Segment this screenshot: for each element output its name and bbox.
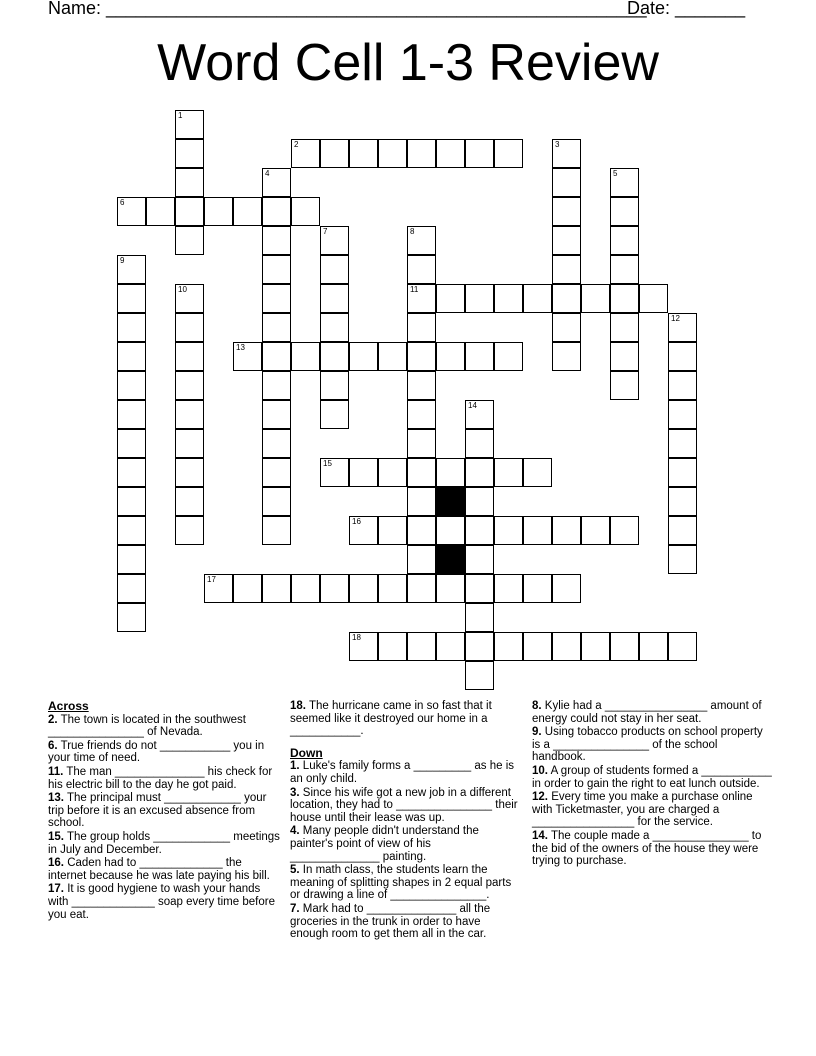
crossword-cell[interactable] — [552, 197, 581, 226]
crossword-cell[interactable] — [320, 342, 349, 371]
crossword-cell[interactable] — [320, 226, 349, 255]
cell-number: 16 — [352, 517, 361, 526]
crossword-cell[interactable] — [581, 284, 610, 313]
across-clue — [48, 740, 280, 765]
across-clue — [48, 857, 280, 882]
crossword-cell[interactable] — [494, 284, 523, 313]
crossword-cell[interactable] — [436, 574, 465, 603]
crossword-cell[interactable] — [378, 342, 407, 371]
crossword-cell[interactable] — [552, 226, 581, 255]
crossword-cell[interactable] — [494, 458, 523, 487]
clues-column-2 — [290, 700, 520, 942]
cell-number: 2 — [294, 140, 299, 149]
crossword-cell[interactable] — [175, 313, 204, 342]
across-heading: Across — [48, 699, 89, 713]
crossword-cell[interactable] — [523, 458, 552, 487]
crossword-cell[interactable] — [349, 574, 378, 603]
across-clue — [48, 792, 280, 830]
cell-number: 9 — [120, 256, 125, 265]
crossword-cell[interactable] — [494, 342, 523, 371]
crossword-cell[interactable] — [610, 516, 639, 545]
crossword-cell[interactable] — [291, 139, 320, 168]
crossword-cell[interactable] — [175, 400, 204, 429]
crossword-cell[interactable] — [117, 342, 146, 371]
crossword-cell[interactable] — [552, 632, 581, 661]
crossword-cell[interactable] — [349, 342, 378, 371]
clue-number: 12. — [532, 791, 548, 804]
crossword-cell[interactable] — [668, 313, 697, 342]
crossword-cell[interactable] — [349, 632, 378, 661]
clue-number: 9. — [532, 726, 542, 739]
clue-text: Caden had to _____________ the internet because he was late paying his bill. — [48, 857, 270, 882]
down-clue — [290, 864, 520, 902]
crossword-cell[interactable] — [320, 400, 349, 429]
down-heading: Down — [290, 745, 323, 760]
crossword-cell[interactable] — [436, 342, 465, 371]
crossword-cell[interactable] — [117, 516, 146, 545]
crossword-cell[interactable] — [465, 400, 494, 429]
crossword-cell[interactable] — [407, 574, 436, 603]
crossword-cell[interactable] — [610, 632, 639, 661]
crossword-cell[interactable] — [175, 371, 204, 400]
crossword-cell[interactable] — [668, 429, 697, 458]
crossword-cell[interactable] — [117, 197, 146, 226]
clue-number: 16. — [48, 857, 64, 870]
crossword-cell[interactable] — [668, 516, 697, 545]
crossword-cell[interactable] — [320, 574, 349, 603]
crossword-cell[interactable] — [291, 574, 320, 603]
crossword-cell[interactable] — [320, 371, 349, 400]
crossword-cell[interactable] — [117, 574, 146, 603]
crossword-cell[interactable] — [378, 458, 407, 487]
crossword-cell[interactable] — [378, 516, 407, 545]
cell-number: 12 — [671, 314, 680, 323]
crossword-cell[interactable] — [117, 371, 146, 400]
crossword-cell[interactable] — [175, 168, 204, 197]
clue-text: The hurricane came in so fast that it seemed like it destroyed our home in a ___________. — [290, 700, 492, 738]
crossword-cell[interactable] — [465, 487, 494, 516]
crossword-cell[interactable] — [436, 284, 465, 313]
crossword-cell[interactable] — [407, 371, 436, 400]
clue-text: Mark had to ______________ all the groceries in the trunk in order to have enough room to get them all in the car. — [290, 902, 491, 941]
crossword-cell[interactable] — [465, 342, 494, 371]
across-clue — [290, 700, 520, 738]
crossword-cell[interactable] — [668, 487, 697, 516]
clue-text: Using tobacco products on school property is a _______________ of the school handbook. — [532, 726, 763, 764]
name-field-line: Name: ______________________________________________________ — [48, 0, 647, 18]
crossword-cell[interactable] — [436, 516, 465, 545]
crossword-cell[interactable] — [117, 603, 146, 632]
clue-number: 2. — [48, 713, 58, 726]
crossword-cell[interactable] — [465, 661, 494, 690]
crossword-cell[interactable] — [610, 197, 639, 226]
crossword-cell[interactable] — [175, 342, 204, 371]
clue-number: 18. — [290, 700, 306, 712]
crossword-cell[interactable] — [262, 226, 291, 255]
crossword-cell[interactable] — [552, 516, 581, 545]
clue-number: 1. — [290, 760, 300, 773]
crossword-cell[interactable] — [610, 255, 639, 284]
crossword-cell[interactable] — [610, 371, 639, 400]
crossword-cell[interactable] — [320, 139, 349, 168]
crossword-cell[interactable] — [262, 284, 291, 313]
crossword-cell[interactable] — [146, 197, 175, 226]
clue-text: Many people didn't understand the painter's point of view of his ______________ painting. — [290, 825, 479, 863]
crossword-cell[interactable] — [291, 342, 320, 371]
crossword-cell[interactable] — [291, 197, 320, 226]
clue-text: A group of students formed a ___________ in order to gain the right to eat lunch outside. — [532, 764, 772, 790]
clue-number: 14. — [532, 829, 548, 842]
down-clue — [290, 787, 520, 825]
crossword-cell[interactable] — [610, 168, 639, 197]
clues-column-3 — [532, 700, 772, 869]
crossword-cell[interactable] — [378, 632, 407, 661]
crossword-cell[interactable] — [668, 371, 697, 400]
crossword-cell[interactable] — [117, 400, 146, 429]
crossword-cell[interactable] — [320, 458, 349, 487]
clue-number: 4. — [290, 825, 300, 838]
crossword-cell[interactable] — [175, 139, 204, 168]
crossword-cell[interactable] — [262, 487, 291, 516]
crossword-cell[interactable] — [262, 342, 291, 371]
crossword-cell[interactable] — [610, 226, 639, 255]
crossword-cell[interactable] — [610, 313, 639, 342]
crossword-cell[interactable] — [494, 632, 523, 661]
crossword-cell[interactable] — [117, 545, 146, 574]
crossword-cell[interactable] — [320, 313, 349, 342]
cell-number: 15 — [323, 459, 332, 468]
clue-number: 3. — [290, 786, 300, 799]
crossword-cell[interactable] — [204, 197, 233, 226]
crossword-cell[interactable] — [117, 458, 146, 487]
date-field-line: Date: _______ — [627, 0, 746, 18]
crossword-cell[interactable] — [233, 342, 262, 371]
cell-number: 4 — [265, 169, 270, 178]
across-clue — [48, 831, 280, 856]
crossword-cell[interactable] — [407, 632, 436, 661]
crossword-cell[interactable] — [262, 255, 291, 284]
clue-text: Kylie had a ________________ amount of energy could not stay in her seat. — [532, 700, 762, 725]
clue-text: True friends do not ___________ you in your time of need. — [48, 739, 265, 765]
crossword-cell[interactable] — [262, 197, 291, 226]
crossword-cell[interactable] — [175, 226, 204, 255]
crossword-cell[interactable] — [117, 429, 146, 458]
crossword-cell[interactable] — [117, 487, 146, 516]
crossword-cell[interactable] — [552, 139, 581, 168]
crossword-cell[interactable] — [523, 632, 552, 661]
down-clue — [532, 726, 772, 764]
crossword-cell[interactable] — [175, 429, 204, 458]
clue-text: Luke's family forms a _________ as he is an only child. — [290, 760, 515, 785]
crossword-cell[interactable] — [668, 632, 697, 661]
crossword-cell[interactable] — [175, 458, 204, 487]
shaded-cell — [436, 487, 465, 516]
crossword-cell[interactable] — [494, 574, 523, 603]
crossword-cell[interactable] — [262, 168, 291, 197]
crossword-cell[interactable] — [349, 458, 378, 487]
crossword-cell[interactable] — [465, 284, 494, 313]
crossword-cell[interactable] — [407, 139, 436, 168]
crossword-cell[interactable] — [262, 429, 291, 458]
clues-column-1 — [48, 700, 280, 922]
cell-number: 6 — [120, 198, 125, 207]
crossword-cell[interactable] — [465, 429, 494, 458]
cell-number: 17 — [207, 575, 216, 584]
crossword-cell[interactable] — [523, 284, 552, 313]
crossword-cell[interactable] — [117, 255, 146, 284]
crossword-cell[interactable] — [407, 458, 436, 487]
clue-number: 17. — [48, 883, 64, 896]
clue-number: 7. — [290, 902, 300, 915]
down-clue — [532, 765, 772, 790]
crossword-cell[interactable] — [494, 139, 523, 168]
crossword-cell[interactable] — [407, 429, 436, 458]
crossword-cell[interactable] — [668, 400, 697, 429]
clue-text: The town is located in the southwest _______________ of Nevada. — [48, 713, 246, 739]
clue-number: 6. — [48, 739, 58, 752]
clue-number: 5. — [290, 864, 300, 877]
crossword-cell[interactable] — [552, 313, 581, 342]
crossword-cell[interactable] — [523, 574, 552, 603]
down-clue — [532, 700, 772, 725]
crossword-cell[interactable] — [668, 545, 697, 574]
crossword-cell[interactable] — [436, 458, 465, 487]
crossword-cell[interactable] — [581, 516, 610, 545]
crossword-cell[interactable] — [668, 458, 697, 487]
crossword-cell[interactable] — [436, 139, 465, 168]
clue-number: 8. — [532, 700, 542, 712]
cell-number: 11 — [410, 285, 419, 294]
crossword-cell[interactable] — [407, 487, 436, 516]
crossword-cell[interactable] — [204, 574, 233, 603]
cell-number: 10 — [178, 285, 187, 294]
clue-number: 13. — [48, 792, 64, 805]
across-clue — [48, 766, 280, 791]
clue-text: The group holds ____________ meetings in July and December. — [48, 830, 280, 856]
clue-text: The man ______________ his check for his electric bill to the day he got paid. — [48, 765, 273, 791]
down-clue — [290, 825, 520, 863]
crossword-cell[interactable] — [262, 400, 291, 429]
crossword-cell[interactable] — [494, 516, 523, 545]
crossword-cell[interactable] — [175, 110, 204, 139]
across-clue — [48, 883, 280, 921]
crossword-cell[interactable] — [465, 139, 494, 168]
across-clue — [48, 714, 280, 739]
crossword-cell[interactable] — [639, 632, 668, 661]
clue-text: In math class, the students learn the meaning of splitting shapes in 2 equal parts or drawing a line of _______________. — [290, 864, 512, 902]
crossword-cell[interactable] — [552, 168, 581, 197]
crossword-cell[interactable] — [262, 313, 291, 342]
clue-text: Every time you make a purchase online with Ticketmaster, you are charged a ________________ for the service. — [532, 791, 753, 829]
crossword-cell[interactable] — [639, 284, 668, 313]
crossword-cell[interactable] — [407, 226, 436, 255]
down-clue — [532, 830, 772, 868]
crossword-cell[interactable] — [407, 545, 436, 574]
cell-number: 13 — [236, 343, 245, 352]
crossword-cell[interactable] — [465, 574, 494, 603]
crossword-cell[interactable] — [465, 545, 494, 574]
clue-text: It is good hygiene to wash your hands with _____________ soap every time before you eat. — [48, 883, 275, 921]
crossword-cell[interactable] — [262, 371, 291, 400]
crossword-cell[interactable] — [262, 574, 291, 603]
shaded-cell — [436, 545, 465, 574]
cell-number: 7 — [323, 227, 328, 236]
down-clue — [532, 791, 772, 829]
cell-number: 1 — [178, 111, 183, 120]
clue-text: The couple made a _______________ to the bid of the owners of the house they were trying to purchase. — [532, 829, 762, 868]
crossword-cell[interactable] — [320, 284, 349, 313]
cell-number: 5 — [613, 169, 618, 178]
crossword-cell[interactable] — [175, 487, 204, 516]
crossword-cell[interactable] — [262, 458, 291, 487]
crossword-cell[interactable] — [175, 284, 204, 313]
crossword-cell[interactable] — [175, 516, 204, 545]
clue-text: The principal must ____________ your trip before it is an excused absence from school. — [48, 792, 267, 830]
clue-number: 15. — [48, 830, 64, 843]
crossword-cell[interactable] — [668, 342, 697, 371]
crossword-cell[interactable] — [349, 139, 378, 168]
crossword-cell[interactable] — [552, 574, 581, 603]
crossword-cell[interactable] — [407, 284, 436, 313]
crossword-cell[interactable] — [320, 255, 349, 284]
cell-number: 18 — [352, 633, 361, 642]
crossword-cell[interactable] — [378, 574, 407, 603]
crossword-cell[interactable] — [610, 342, 639, 371]
cell-number: 3 — [555, 140, 560, 149]
crossword-cell[interactable] — [465, 632, 494, 661]
crossword-cell[interactable] — [552, 342, 581, 371]
crossword-cell[interactable] — [117, 284, 146, 313]
clue-text: Since his wife got a new job in a different location, they had to _______________ their house until their lease was up. — [290, 786, 518, 824]
crossword-cell[interactable] — [233, 197, 262, 226]
crossword-cell[interactable] — [465, 603, 494, 632]
crossword-cell[interactable] — [465, 458, 494, 487]
crossword-cell[interactable] — [465, 516, 494, 545]
crossword-cell[interactable] — [552, 255, 581, 284]
down-clue — [290, 760, 520, 785]
clue-number: 11. — [48, 765, 64, 778]
crossword-cell[interactable] — [581, 632, 610, 661]
crossword-cell[interactable] — [552, 284, 581, 313]
crossword-cell[interactable] — [610, 284, 639, 313]
cell-number: 14 — [468, 401, 477, 410]
crossword-cell[interactable] — [378, 139, 407, 168]
crossword-cell[interactable] — [407, 400, 436, 429]
cell-number: 8 — [410, 227, 415, 236]
crossword-cell[interactable] — [407, 313, 436, 342]
crossword-cell[interactable] — [262, 516, 291, 545]
crossword-cell[interactable] — [407, 342, 436, 371]
crossword-cell[interactable] — [117, 313, 146, 342]
clue-number: 10. — [532, 764, 548, 777]
crossword-cell[interactable] — [436, 632, 465, 661]
down-clue — [290, 903, 520, 941]
crossword-cell[interactable] — [233, 574, 262, 603]
crossword-cell[interactable] — [407, 255, 436, 284]
page-title: Word Cell 1-3 Review — [157, 34, 659, 92]
crossword-cell[interactable] — [407, 516, 436, 545]
crossword-cell[interactable] — [523, 516, 552, 545]
crossword-cell[interactable] — [175, 197, 204, 226]
crossword-cell[interactable] — [349, 516, 378, 545]
